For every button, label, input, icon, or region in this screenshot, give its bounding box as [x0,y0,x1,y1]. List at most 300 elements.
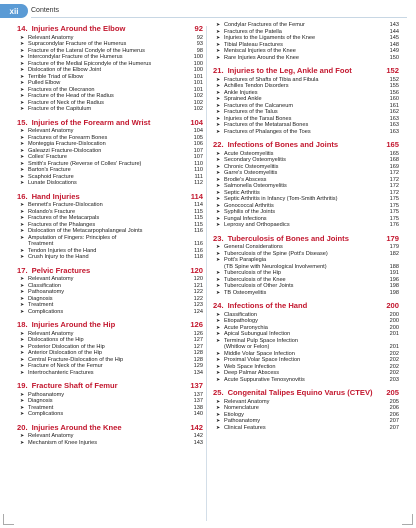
toc-entry-label: (TB Spine with Neurological Involvement) [224,263,327,270]
toc-entry-label: (Whitlow or Felon) [224,344,270,350]
toc-entry-page: 110 [194,167,203,173]
toc-entry-page: 144 [389,28,399,35]
toc-entry-label: Fracture of the Lateral Condyle of the Humerus [28,47,145,54]
arrow-bullet-icon: ➤ [20,80,25,86]
toc-entry-label: Posterior Dislocation of the Hip [28,343,105,350]
toc-entry-label: Pathoanatomy [28,289,65,295]
arrow-bullet-icon: ➤ [216,318,221,324]
toc-entry-label: Etiopathology [224,318,258,324]
toc-entry-label: Terrible Triad of Elbow [28,73,84,80]
toc-entry-text-wrap [20,309,189,316]
toc-entry-label: Supracondylar Fracture of the Humerus [28,41,127,47]
toc-entry-page: 162 [389,109,399,115]
arrow-bullet-icon: ➤ [216,35,221,41]
arrow-bullet-icon: ➤ [20,343,25,350]
toc-entry-page: 196 [389,276,399,283]
chapter-page-number: 152 [386,66,399,75]
toc-entry-label: Lunate Dislocations [28,180,77,186]
toc-entry-page: 155 [389,83,399,89]
chapter-heading[interactable] [17,381,203,391]
toc-entry-page: 104 [193,128,203,134]
chapter-number: 19. [17,381,28,390]
chapter-page-number: 165 [386,140,399,149]
chapter-page-number: 205 [386,388,399,397]
toc-entry-label: Nomenclature [224,405,259,411]
toc-entry-label: Web Space Infection [224,363,276,370]
toc-entry-text-wrap [216,425,385,432]
toc-entry-label: Pott's Paraplegia [224,257,267,263]
arrow-bullet-icon: ➤ [20,54,25,60]
arrow-bullet-icon: ➤ [216,363,221,370]
arrow-bullet-icon: ➤ [216,183,221,189]
toc-entry-page: 149 [389,48,399,54]
arrow-bullet-icon: ➤ [20,173,25,180]
toc-entry-text-wrap [20,106,189,113]
chapter-title [17,266,90,276]
chapter-heading[interactable] [17,266,203,276]
toc-entry-page: 172 [389,183,399,189]
chapter-page-number: 114 [190,191,203,201]
toc-entry-page: 98 [196,47,203,54]
toc-entry-label: Tibial Plateau Fractures [224,41,283,48]
toc-entry-page: 115 [194,208,203,215]
toc-entry[interactable] [17,106,203,113]
chapter-heading[interactable] [17,320,203,330]
toc-entry-page: 101 [193,73,203,80]
toc-entry-text-wrap [216,290,385,297]
chapter-page-number: 142 [190,422,203,432]
toc-entry-page: 142 [193,433,203,439]
toc-left-column [17,22,203,446]
arrow-bullet-icon: ➤ [20,276,25,282]
arrow-bullet-icon: ➤ [216,170,221,176]
toc-entry-page: 182 [389,250,399,257]
toc-entry-label: Classification [28,282,61,289]
toc-entry-label: Relevant Anatomy [224,398,270,405]
toc-entry-label: Acute Suppurative Tenosynovitis [224,376,305,383]
toc-entry-label: Intercondylar Fracture of the Humerus [28,54,123,60]
toc-entry-label: General Considerations [224,244,283,250]
chapter-heading[interactable] [213,234,399,244]
chapter-heading[interactable] [17,192,203,202]
chapter-title-text: Hand Injuries [31,191,80,201]
toc-entry-page: 111 [194,173,203,180]
toc-entry-label: Fracture of Neck of the Radius [28,99,104,106]
chapter-page-number: 137 [190,381,203,390]
arrow-bullet-icon: ➤ [216,411,221,418]
toc-entry-page: 110 [194,160,203,167]
toc-entry-page: 138 [193,404,203,411]
chapter-page-number: 126 [190,320,203,329]
toc-entry-page: 160 [389,96,399,102]
chapter-title [17,192,80,202]
toc-entry-label: Fracture of the Capitulum [28,106,92,112]
toc-entry-page: 100 [193,60,203,67]
chapter-number: 25. [213,388,224,397]
toc-entry[interactable] [213,55,399,62]
toc-entry-label: Fungal Infections [224,215,267,222]
chapter-number: 22. [213,140,224,149]
toc-entry-label: Apical Subungual Infection [224,331,291,337]
toc-entry-text-wrap [216,129,385,136]
arrow-bullet-icon: ➤ [216,215,221,222]
arrow-bullet-icon: ➤ [20,433,25,439]
arrow-bullet-icon: ➤ [216,176,221,183]
toc-entry-page: 118 [194,254,203,260]
toc-entry-page: 102 [193,99,203,106]
toc-entry[interactable] [213,129,399,136]
chapter-title-text: Injuries Around the Elbow [31,24,126,33]
toc-entry-label: Fracture of the Medial Epicondyle of the Humerus [28,60,152,67]
arrow-bullet-icon: ➤ [20,106,25,112]
toc-entry-page: 200 [389,318,399,324]
chapter-title-text: Congenital Talipes Equino Varus (CTEV) [227,388,373,397]
toc-entry-page: 202 [389,363,399,370]
toc-entry-label: Deep Palmar Abscess [224,370,280,376]
toc-entry-text-wrap [20,440,189,447]
toc-entry-page: 207 [389,424,399,431]
arrow-bullet-icon: ➤ [20,308,25,315]
toc-entry-text-wrap [20,411,189,418]
arrow-bullet-icon: ➤ [20,47,25,54]
arrow-bullet-icon: ➤ [216,370,221,376]
toc-entry-page: 152 [389,76,399,83]
arrow-bullet-icon: ➤ [20,221,25,228]
toc-entry-page: 107 [193,154,203,160]
toc-entry-label: Smith's Fracture (Reverse of Colles' Fracture) [28,160,142,167]
toc-entry[interactable] [213,425,399,432]
toc-entry-label: Fractures of the Forearm Bones [28,134,108,141]
toc-entry[interactable] [17,440,203,447]
toc-entry-text-wrap [216,377,385,384]
arrow-bullet-icon: ➤ [216,54,221,61]
arrow-bullet-icon: ➤ [20,134,25,141]
toc-entry-label: Dislocation of the Elbow Joint [28,67,102,73]
chapter-title [213,140,338,150]
toc-entry-text-wrap [216,55,385,62]
toc-entry-label: Septic Arthritis [224,189,260,196]
toc-entry-label: Clinical Features [224,424,266,431]
page-header [0,0,416,20]
toc-entry-label: Pulled Elbow [28,80,61,86]
arrow-bullet-icon: ➤ [216,109,221,115]
toc-entry-page: 198 [389,283,399,289]
arrow-bullet-icon: ➤ [216,283,221,289]
arrow-bullet-icon: ➤ [20,254,25,260]
arrow-bullet-icon: ➤ [216,418,221,424]
chapter-number: 20. [17,422,28,432]
toc-entry-label: Rare Injuries Around the Knee [224,54,299,61]
toc-entry-page: 168 [389,157,399,163]
toc-entry-page: 188 [389,263,399,270]
chapter-number: 14. [17,24,28,33]
arrow-bullet-icon: ➤ [216,324,221,331]
arrow-bullet-icon: ➤ [20,73,25,80]
toc-entry-page: 203 [389,376,399,383]
chapter-number: 17. [17,265,28,275]
toc-entry-page: 120 [193,276,203,282]
toc-entry-page: 200 [389,324,399,331]
toc-entry-label: Scaphoid Fracture [28,173,74,180]
chapter-heading[interactable] [213,301,399,311]
toc-entry-page: 129 [193,363,203,369]
arrow-bullet-icon: ➤ [216,76,221,83]
chapter-title-text: Injuries Around the Knee [31,422,122,432]
arrow-bullet-icon: ➤ [20,86,25,93]
toc-entry-page: 169 [389,163,399,170]
chapter-title-text: Injuries to the Leg, Ankle and Foot [227,66,352,75]
toc-entry-label: Condylar Fractures of the Femur [224,22,305,28]
toc-entry-label: Leprosy and Orthopaedics [224,222,290,228]
arrow-bullet-icon: ➤ [20,41,25,47]
arrow-bullet-icon: ➤ [216,337,221,344]
arrow-bullet-icon: ➤ [20,215,25,221]
toc-entry-label: Sprained Ankle [224,96,262,102]
chapter-title [17,320,115,330]
toc-entry-label: Galeazzi Fracture-Dislocation [28,147,102,154]
toc-entry-page: 102 [193,106,203,112]
toc-entry-page: 175 [389,202,399,209]
arrow-bullet-icon: ➤ [216,257,221,263]
arrow-bullet-icon: ➤ [20,391,25,398]
toc-entry-label: Mechanism of Knee Injuries [28,439,98,446]
toc-entry-label: Gonococcal Arthritis [224,202,274,209]
arrow-bullet-icon: ➤ [20,34,25,41]
arrow-bullet-icon: ➤ [20,302,25,308]
toc-entry-label: Fractures of the Metacarpals [28,215,100,221]
arrow-bullet-icon: ➤ [216,311,221,318]
arrow-bullet-icon: ➤ [216,115,221,122]
arrow-bullet-icon: ➤ [20,60,25,67]
chapter-title [17,381,118,391]
toc-entry-page: 137 [193,398,203,404]
arrow-bullet-icon: ➤ [216,189,221,196]
toc-entry-label: Septic Arthritis in Infancy (Tom-Smith Arthritis) [224,196,338,202]
toc-entry-page: 127 [193,337,203,343]
arrow-bullet-icon: ➤ [216,22,221,28]
arrow-bullet-icon: ➤ [20,439,25,446]
arrow-bullet-icon: ➤ [216,289,221,296]
toc-entry-page: 140 [193,411,203,417]
toc-entry[interactable] [17,370,203,377]
toc-entry-label: Dislocations of the Hip [28,337,84,343]
chapter-number: 16. [17,191,28,201]
chapter-heading[interactable] [213,140,399,150]
toc-entry-label: Terminal Pulp Space Infection [224,337,299,344]
chapter-number: 23. [213,233,224,243]
toc-entry-text-wrap [216,222,385,229]
toc-entry-page: 145 [389,35,399,41]
toc-entry[interactable] [213,222,399,229]
chapter-title-text: Pelvic Fractures [31,265,91,275]
chapter-heading[interactable] [17,118,203,128]
toc-entry-label: Complications [28,411,64,417]
toc-entry-page: 202 [389,350,399,357]
arrow-bullet-icon: ➤ [216,96,221,102]
arrow-bullet-icon: ➤ [216,41,221,48]
toc-entry-page: 137 [193,391,203,398]
toc-right-column [213,22,399,431]
arrow-bullet-icon: ➤ [20,295,25,302]
arrow-bullet-icon: ➤ [20,93,25,99]
toc-entry-page: 198 [389,289,399,296]
arrow-bullet-icon: ➤ [20,404,25,411]
arrow-bullet-icon: ➤ [20,369,25,376]
toc-entry[interactable] [213,377,399,384]
toc-entry-label: Fractures of the Calcaneum [224,102,294,109]
toc-entry-page: 202 [389,357,399,363]
page-title: Contents [31,7,60,14]
toc-entry-label: Rolando's Fracture [28,208,76,215]
arrow-bullet-icon: ➤ [20,234,25,241]
toc-entry[interactable] [17,180,203,187]
chapter-number: 21. [213,66,224,75]
toc-entry-label: Fractures of the Talus [224,109,278,115]
toc-entry-page: 121 [193,282,203,289]
toc-entry-page: 191 [389,270,399,276]
arrow-bullet-icon: ➤ [216,157,221,163]
toc-entry-page: 201 [389,331,399,337]
toc-entry-label: Proximal Volar Space Infection [224,357,301,363]
arrow-bullet-icon: ➤ [216,244,221,250]
toc-entry-label: Fractures of the Metatarsal Bones [224,122,309,128]
arrow-bullet-icon: ➤ [20,289,25,295]
toc-entry-page: 175 [389,209,399,215]
toc-entry-page: 207 [389,418,399,424]
toc-entry-page: 102 [193,93,203,99]
toc-entry-page: 206 [389,405,399,411]
arrow-bullet-icon: ➤ [216,89,221,96]
arrow-bullet-icon: ➤ [216,83,221,89]
arrow-bullet-icon: ➤ [20,154,25,160]
toc-entry-label: Fracture of Neck of the Femur [28,363,103,369]
toc-entry-label: Tuberculosis of the Hip [224,270,281,276]
chapter-number: 15. [17,117,28,127]
toc-entry-text-wrap [20,370,189,377]
toc-entry-label: Fractures of the Patella [224,28,282,35]
toc-entry-page: 101 [193,80,203,86]
toc-entry-page: 93 [196,41,203,47]
toc-entry-page: 150 [389,54,399,61]
arrow-bullet-icon: ➤ [216,128,221,135]
toc-entry[interactable] [17,411,203,418]
chapter-title-text: Infections of Bones and Joints [227,140,339,149]
toc-entry-label: Chronic Osteomyelitis [224,163,279,170]
toc-entry-label: Amputation of Fingers: Principles of [28,234,117,241]
toc-entry-label: Salmonella Osteomyelitis [224,183,287,189]
arrow-bullet-icon: ➤ [20,141,25,147]
toc-entry-label: Secondary Osteomyelitis [224,157,286,163]
chapter-title [213,388,373,398]
chapter-title [213,301,307,311]
arrow-bullet-icon: ➤ [20,180,25,186]
toc-entry-label: Treatment [28,241,54,247]
toc-entry-text-wrap [20,180,189,187]
crop-mark-bottom-right [402,514,413,525]
toc-entry-label: Tendon Injuries of the Hand [28,247,97,254]
toc-entry-page: 124 [193,308,203,315]
toc-entry-label: Fractures of the Olecranon [28,86,95,93]
toc-entry-page: 172 [389,176,399,183]
chapter-title [213,234,349,244]
toc-entry-label: Relevant Anatomy [28,128,74,134]
toc-entry-page: 206 [389,411,399,418]
header-rule [31,17,407,18]
arrow-bullet-icon: ➤ [20,160,25,167]
toc-entry-page: 127 [193,343,203,350]
toc-entry-page: 101 [193,86,203,93]
chapter-heading[interactable] [17,24,203,34]
toc-entry-label: Injuries to the Ligaments of the Knee [224,35,316,41]
chapter-heading[interactable] [17,423,203,433]
toc-entry-page: 205 [389,398,399,405]
toc-entry-page: 105 [193,134,203,141]
toc-entry[interactable] [213,290,399,297]
chapter-title [17,24,125,34]
toc-entry-label: Acute Osteomyelitis [224,150,274,157]
toc-entry-page: 100 [193,54,203,60]
chapter-title [17,423,122,433]
toc-entry-label: Complications [28,308,64,315]
toc-entry-label: Fracture of the Head of the Radius [28,93,114,99]
toc-entry-label: Fractures of Phalanges of the Toes [224,128,311,135]
arrow-bullet-icon: ➤ [216,102,221,109]
chapter-title-text: Tuberculosis of Bones and Joints [227,233,349,243]
toc-entry-page: 123 [193,302,203,308]
arrow-bullet-icon: ➤ [216,202,221,209]
toc-entry-label: Pathoanatomy [28,391,65,398]
toc-entry-label: Relevant Anatomy [28,34,74,41]
toc-entry-page: 163 [389,122,399,128]
toc-entry-label: Tuberculosis of the Spine (Pott's Disease) [224,250,328,257]
arrow-bullet-icon: ➤ [216,357,221,363]
toc-entry-label: Monteggia Fracture-Dislocation [28,141,106,147]
toc-entry-page: 161 [389,102,399,109]
toc-entry[interactable] [17,309,203,316]
toc-entry-label: Relevant Anatomy [28,330,74,337]
chapter-heading[interactable] [213,388,399,398]
toc-entry-page: 200 [389,311,399,318]
chapter-title [213,66,352,76]
toc-entry-label: Etiology [224,411,244,418]
toc-entry-label: Colles' Fracture [28,154,67,160]
crop-mark-bottom-left [3,514,14,525]
toc-entry-page: 134 [193,369,203,376]
chapter-title-text: Injuries Around the Hip [31,320,116,329]
toc-entry-label: Middle Volar Space Infection [224,350,295,357]
arrow-bullet-icon: ➤ [20,228,25,234]
toc-entry-page: 172 [389,170,399,176]
chapter-page-number: 200 [386,301,399,310]
toc-entry-page: 126 [193,330,203,337]
toc-entry-label: Injuries of the Tarsal Bones [224,115,292,122]
toc-entry-label: Brodie's Abscess [224,176,267,183]
arrow-bullet-icon: ➤ [20,247,25,254]
toc-entry-page: 107 [193,147,203,154]
toc-entry-page: 143 [389,22,399,28]
arrow-bullet-icon: ➤ [20,363,25,369]
chapter-heading[interactable] [213,66,399,76]
toc-entry-page: 179 [389,244,399,250]
toc-entry-page: 163 [389,115,399,122]
toc-entry-label: Ankle Injuries [224,89,258,96]
toc-entry-page: 116 [194,241,203,247]
arrow-bullet-icon: ➤ [216,405,221,411]
chapter-title [17,118,150,128]
arrow-bullet-icon: ➤ [216,222,221,228]
toc-entry[interactable] [17,254,203,261]
toc-entry-page: 114 [194,202,203,208]
